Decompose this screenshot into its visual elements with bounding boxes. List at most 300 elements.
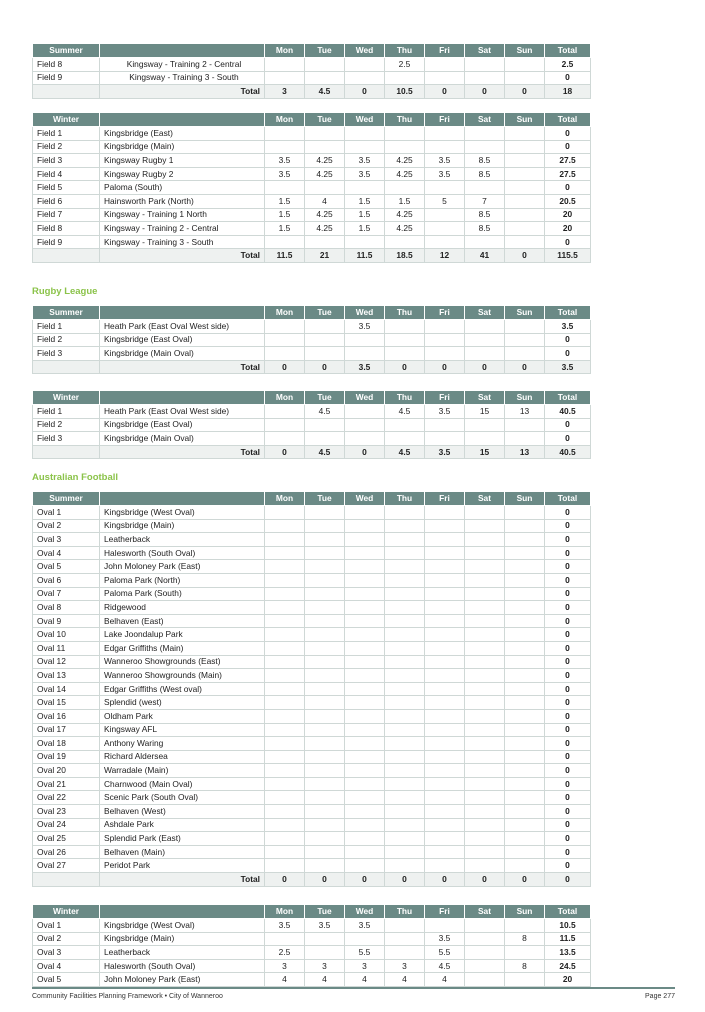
row-total: 20 xyxy=(545,208,591,222)
hours-cell xyxy=(345,737,385,751)
hours-cell xyxy=(385,723,425,737)
hours-cell: 3.5 xyxy=(265,919,305,933)
hours-cell xyxy=(505,832,545,846)
day-header: Sun xyxy=(505,391,545,405)
table-row xyxy=(33,181,591,195)
hours-cell xyxy=(465,418,505,432)
hours-cell xyxy=(505,750,545,764)
hours-cell xyxy=(425,791,465,805)
day-header: Thu xyxy=(385,44,425,58)
hours-cell xyxy=(385,333,425,347)
table-row xyxy=(33,737,591,751)
hours-cell xyxy=(265,709,305,723)
facility-id: Field 7 xyxy=(33,208,100,222)
hours-cell xyxy=(465,832,505,846)
venue-name: Belhaven (East) xyxy=(100,614,265,628)
column-total: 0 xyxy=(545,873,591,887)
venue-header xyxy=(100,113,265,127)
row-total: 0 xyxy=(545,723,591,737)
hours-cell xyxy=(345,560,385,574)
total-header: Total xyxy=(545,113,591,127)
table-header-row xyxy=(33,492,591,506)
facility-id: Field 3 xyxy=(33,347,100,361)
hours-cell xyxy=(265,641,305,655)
hours-cell xyxy=(305,140,345,154)
hours-cell xyxy=(505,601,545,615)
hours-cell: 3 xyxy=(265,959,305,973)
hours-cell xyxy=(505,764,545,778)
hours-cell: 4.25 xyxy=(305,154,345,168)
row-total: 0 xyxy=(545,347,591,361)
venue-name: Paloma Park (North) xyxy=(100,573,265,587)
hours-cell xyxy=(505,320,545,334)
venue-name: Heath Park (East Oval West side) xyxy=(100,405,265,419)
table-row xyxy=(33,777,591,791)
facility-id: Field 1 xyxy=(33,127,100,141)
facility-id: Oval 18 xyxy=(33,737,100,751)
hours-cell xyxy=(465,181,505,195)
facility-id: Oval 4 xyxy=(33,959,100,973)
venue-name: Kingsbridge (Main) xyxy=(100,140,265,154)
hours-cell xyxy=(345,845,385,859)
hours-cell xyxy=(345,235,385,249)
hours-cell xyxy=(345,519,385,533)
table-row xyxy=(33,167,591,181)
hours-cell xyxy=(465,946,505,960)
venue-name: Kingsway Rugby 2 xyxy=(100,167,265,181)
hours-cell xyxy=(385,347,425,361)
hours-cell: 3.5 xyxy=(425,154,465,168)
page-number: Page 277 xyxy=(645,993,675,1000)
row-total: 0 xyxy=(545,127,591,141)
row-total: 0 xyxy=(545,805,591,819)
row-total: 0 xyxy=(545,628,591,642)
hours-cell xyxy=(425,333,465,347)
hours-cell xyxy=(465,777,505,791)
hours-cell: 5 xyxy=(425,194,465,208)
facility-id: Field 2 xyxy=(33,418,100,432)
hours-cell xyxy=(265,519,305,533)
hours-cell xyxy=(305,506,345,520)
hours-cell xyxy=(425,845,465,859)
hours-cell xyxy=(265,347,305,361)
hours-cell xyxy=(305,832,345,846)
facility-id: Oval 5 xyxy=(33,560,100,574)
hours-cell xyxy=(265,750,305,764)
column-total: 11.5 xyxy=(345,249,385,263)
hours-cell: 4.25 xyxy=(385,222,425,236)
table-row xyxy=(33,791,591,805)
hours-cell xyxy=(465,333,505,347)
column-total: 0 xyxy=(305,360,345,374)
venue-name: Paloma Park (South) xyxy=(100,587,265,601)
venue-name: Kingsbridge (East) xyxy=(100,127,265,141)
day-header: Sun xyxy=(505,492,545,506)
hours-cell xyxy=(425,519,465,533)
hours-cell xyxy=(465,614,505,628)
hours-cell xyxy=(345,546,385,560)
hours-cell xyxy=(385,546,425,560)
hours-cell xyxy=(505,587,545,601)
hours-cell xyxy=(305,764,345,778)
row-total: 0 xyxy=(545,614,591,628)
hours-cell xyxy=(345,506,385,520)
facility-id: Field 9 xyxy=(33,235,100,249)
schedule-table xyxy=(32,904,591,987)
venue-name: Kingsbridge (Main Oval) xyxy=(100,347,265,361)
hours-cell xyxy=(385,587,425,601)
hours-cell xyxy=(505,777,545,791)
hours-cell xyxy=(425,573,465,587)
facility-id: Oval 20 xyxy=(33,764,100,778)
hours-cell: 5.5 xyxy=(425,946,465,960)
schedule-table xyxy=(32,305,591,374)
day-header: Thu xyxy=(385,905,425,919)
hours-cell xyxy=(465,696,505,710)
facility-id: Oval 23 xyxy=(33,805,100,819)
hours-cell xyxy=(385,519,425,533)
column-total: 41 xyxy=(465,249,505,263)
hours-cell: 3.5 xyxy=(345,320,385,334)
hours-cell xyxy=(465,959,505,973)
hours-cell: 1.5 xyxy=(385,194,425,208)
row-total: 0 xyxy=(545,696,591,710)
venue-name: Charnwood (Main Oval) xyxy=(100,777,265,791)
hours-cell xyxy=(425,560,465,574)
venue-name: Hainsworth Park (North) xyxy=(100,194,265,208)
column-total: 0 xyxy=(385,873,425,887)
hours-cell xyxy=(345,587,385,601)
hours-cell xyxy=(465,709,505,723)
day-header: Wed xyxy=(345,391,385,405)
totals-label: Total xyxy=(100,873,265,887)
hours-cell xyxy=(385,71,425,85)
hours-cell xyxy=(505,347,545,361)
hours-cell xyxy=(385,655,425,669)
hours-cell xyxy=(345,764,385,778)
hours-cell xyxy=(425,682,465,696)
column-total: 0 xyxy=(345,445,385,459)
venue-name: John Moloney Park (East) xyxy=(100,973,265,987)
hours-cell xyxy=(465,587,505,601)
table-row xyxy=(33,235,591,249)
facility-id: Oval 9 xyxy=(33,614,100,628)
hours-cell xyxy=(265,533,305,547)
facility-id: Oval 5 xyxy=(33,973,100,987)
table-row xyxy=(33,405,591,419)
day-header: Tue xyxy=(305,44,345,58)
row-total: 20.5 xyxy=(545,194,591,208)
column-total: 3 xyxy=(265,85,305,99)
hours-cell xyxy=(465,320,505,334)
hours-cell xyxy=(505,723,545,737)
facility-id: Oval 2 xyxy=(33,932,100,946)
facility-id: Field 3 xyxy=(33,432,100,446)
hours-cell xyxy=(345,601,385,615)
hours-cell: 3.5 xyxy=(265,154,305,168)
column-total: 13 xyxy=(505,445,545,459)
totals-spacer xyxy=(33,249,100,263)
day-header: Tue xyxy=(305,306,345,320)
hours-cell xyxy=(345,682,385,696)
hours-cell xyxy=(465,533,505,547)
venue-name: Kingsway - Training 1 North xyxy=(100,208,265,222)
schedule-table xyxy=(32,390,591,459)
hours-cell xyxy=(385,506,425,520)
hours-cell xyxy=(425,506,465,520)
hours-cell xyxy=(425,587,465,601)
day-header: Wed xyxy=(345,44,385,58)
row-total: 0 xyxy=(545,546,591,560)
table-header-row xyxy=(33,391,591,405)
row-total: 27.5 xyxy=(545,167,591,181)
hours-cell xyxy=(385,601,425,615)
hours-cell xyxy=(385,573,425,587)
hours-cell xyxy=(305,946,345,960)
hours-cell xyxy=(265,682,305,696)
hours-cell xyxy=(265,669,305,683)
hours-cell xyxy=(305,533,345,547)
totals-row xyxy=(33,873,591,887)
facility-id: Field 9 xyxy=(33,71,100,85)
hours-cell xyxy=(385,127,425,141)
hours-cell xyxy=(505,432,545,446)
facility-id: Oval 12 xyxy=(33,655,100,669)
venue-name: Kingsway - Training 3 - South xyxy=(100,71,265,85)
row-total: 0 xyxy=(545,641,591,655)
column-total: 3.5 xyxy=(345,360,385,374)
schedule-table xyxy=(32,43,591,99)
table-row xyxy=(33,845,591,859)
day-header: Fri xyxy=(425,44,465,58)
table-row xyxy=(33,709,591,723)
day-header: Wed xyxy=(345,905,385,919)
venue-name: Heath Park (East Oval West side) xyxy=(100,320,265,334)
day-header: Wed xyxy=(345,113,385,127)
hours-cell xyxy=(505,973,545,987)
row-total: 13.5 xyxy=(545,946,591,960)
hours-cell: 7 xyxy=(465,194,505,208)
hours-cell: 4.25 xyxy=(385,154,425,168)
hours-cell xyxy=(265,58,305,72)
hours-cell xyxy=(385,641,425,655)
hours-cell xyxy=(385,832,425,846)
hours-cell xyxy=(265,859,305,873)
hours-cell: 3 xyxy=(345,959,385,973)
row-total: 0 xyxy=(545,818,591,832)
hours-cell xyxy=(425,71,465,85)
table-row xyxy=(33,560,591,574)
day-header: Sun xyxy=(505,306,545,320)
column-total: 115.5 xyxy=(545,249,591,263)
hours-cell xyxy=(265,573,305,587)
hours-cell: 15 xyxy=(465,405,505,419)
hours-cell xyxy=(305,859,345,873)
table-row xyxy=(33,655,591,669)
hours-cell xyxy=(305,845,345,859)
season-header: Winter xyxy=(33,113,100,127)
hours-cell: 3 xyxy=(305,959,345,973)
section-heading: Australian Football xyxy=(32,472,119,483)
totals-label: Total xyxy=(100,85,265,99)
total-header: Total xyxy=(545,391,591,405)
page-footer xyxy=(32,987,675,1000)
hours-cell xyxy=(305,519,345,533)
hours-cell: 4.5 xyxy=(425,959,465,973)
column-total: 3.5 xyxy=(545,360,591,374)
totals-row xyxy=(33,249,591,263)
facility-id: Oval 14 xyxy=(33,682,100,696)
hours-cell xyxy=(345,832,385,846)
hours-cell xyxy=(425,181,465,195)
hours-cell xyxy=(265,628,305,642)
venue-name: Kingsbridge (Main) xyxy=(100,519,265,533)
day-header: Fri xyxy=(425,113,465,127)
table-row xyxy=(33,919,591,933)
table-row xyxy=(33,946,591,960)
venue-name: Splendid (west) xyxy=(100,696,265,710)
venue-name: Oldham Park xyxy=(100,709,265,723)
venue-name: Wanneroo Showgrounds (East) xyxy=(100,655,265,669)
season-header: Summer xyxy=(33,306,100,320)
hours-cell xyxy=(465,669,505,683)
hours-cell xyxy=(305,655,345,669)
venue-name: Edgar Griffiths (West oval) xyxy=(100,682,265,696)
hours-cell xyxy=(425,832,465,846)
row-total: 0 xyxy=(545,573,591,587)
hours-cell xyxy=(425,601,465,615)
day-header: Thu xyxy=(385,391,425,405)
section-heading: Rugby League xyxy=(32,286,98,297)
hours-cell xyxy=(385,533,425,547)
hours-cell xyxy=(505,333,545,347)
hours-cell: 4.25 xyxy=(305,167,345,181)
hours-cell xyxy=(265,805,305,819)
facility-id: Oval 22 xyxy=(33,791,100,805)
venue-header xyxy=(100,306,265,320)
hours-cell xyxy=(465,682,505,696)
table-row xyxy=(33,959,591,973)
facility-id: Oval 7 xyxy=(33,587,100,601)
venue-header xyxy=(100,492,265,506)
hours-cell xyxy=(465,235,505,249)
hours-cell xyxy=(385,418,425,432)
hours-cell xyxy=(465,818,505,832)
row-total: 10.5 xyxy=(545,919,591,933)
hours-cell: 3.5 xyxy=(425,167,465,181)
hours-cell xyxy=(345,71,385,85)
hours-cell xyxy=(385,932,425,946)
column-total: 0 xyxy=(265,360,305,374)
hours-cell xyxy=(265,655,305,669)
hours-cell xyxy=(465,859,505,873)
hours-cell xyxy=(265,560,305,574)
table-row xyxy=(33,723,591,737)
hours-cell xyxy=(345,628,385,642)
hours-cell xyxy=(305,601,345,615)
table-row xyxy=(33,832,591,846)
row-total: 0 xyxy=(545,750,591,764)
day-header: Tue xyxy=(305,905,345,919)
hours-cell: 4 xyxy=(305,194,345,208)
hours-cell xyxy=(465,573,505,587)
row-total: 0 xyxy=(545,506,591,520)
hours-cell xyxy=(465,750,505,764)
venue-name: Kingsbridge (Main Oval) xyxy=(100,432,265,446)
hours-cell: 4.25 xyxy=(385,167,425,181)
hours-cell: 8 xyxy=(505,959,545,973)
hours-cell xyxy=(305,418,345,432)
hours-cell xyxy=(505,655,545,669)
column-total: 4.5 xyxy=(385,445,425,459)
hours-cell xyxy=(305,573,345,587)
venue-name: Anthony Waring xyxy=(100,737,265,751)
hours-cell: 8.5 xyxy=(465,167,505,181)
hours-cell xyxy=(505,560,545,574)
hours-cell xyxy=(305,587,345,601)
hours-cell xyxy=(385,818,425,832)
row-total: 0 xyxy=(545,533,591,547)
facility-id: Field 2 xyxy=(33,140,100,154)
table-row xyxy=(33,222,591,236)
hours-cell xyxy=(385,560,425,574)
hours-cell xyxy=(385,669,425,683)
row-total: 0 xyxy=(545,519,591,533)
column-total: 12 xyxy=(425,249,465,263)
hours-cell: 4.25 xyxy=(305,208,345,222)
hours-cell xyxy=(385,614,425,628)
hours-cell xyxy=(265,791,305,805)
hours-cell xyxy=(305,628,345,642)
hours-cell xyxy=(425,320,465,334)
totals-spacer xyxy=(33,873,100,887)
hours-cell xyxy=(425,723,465,737)
hours-cell xyxy=(305,235,345,249)
hours-cell: 3.5 xyxy=(425,932,465,946)
hours-cell xyxy=(425,709,465,723)
hours-cell xyxy=(505,805,545,819)
table-row xyxy=(33,764,591,778)
totals-row xyxy=(33,360,591,374)
hours-cell xyxy=(425,418,465,432)
column-total: 0 xyxy=(505,249,545,263)
row-total: 0 xyxy=(545,737,591,751)
venue-name: Richard Aldersea xyxy=(100,750,265,764)
table-row xyxy=(33,628,591,642)
hours-cell xyxy=(465,58,505,72)
hours-cell xyxy=(305,560,345,574)
total-header: Total xyxy=(545,492,591,506)
hours-cell: 4 xyxy=(385,973,425,987)
hours-cell xyxy=(265,832,305,846)
hours-cell xyxy=(305,682,345,696)
row-total: 2.5 xyxy=(545,58,591,72)
facility-id: Oval 25 xyxy=(33,832,100,846)
hours-cell: 1.5 xyxy=(345,194,385,208)
hours-cell xyxy=(465,71,505,85)
hours-cell: 4.25 xyxy=(305,222,345,236)
row-total: 0 xyxy=(545,709,591,723)
table-row xyxy=(33,194,591,208)
venue-name: Leatherback xyxy=(100,946,265,960)
hours-cell xyxy=(265,764,305,778)
hours-cell xyxy=(305,333,345,347)
table-row xyxy=(33,614,591,628)
table-row xyxy=(33,932,591,946)
hours-cell xyxy=(505,235,545,249)
hours-cell xyxy=(385,845,425,859)
day-header: Sun xyxy=(505,44,545,58)
